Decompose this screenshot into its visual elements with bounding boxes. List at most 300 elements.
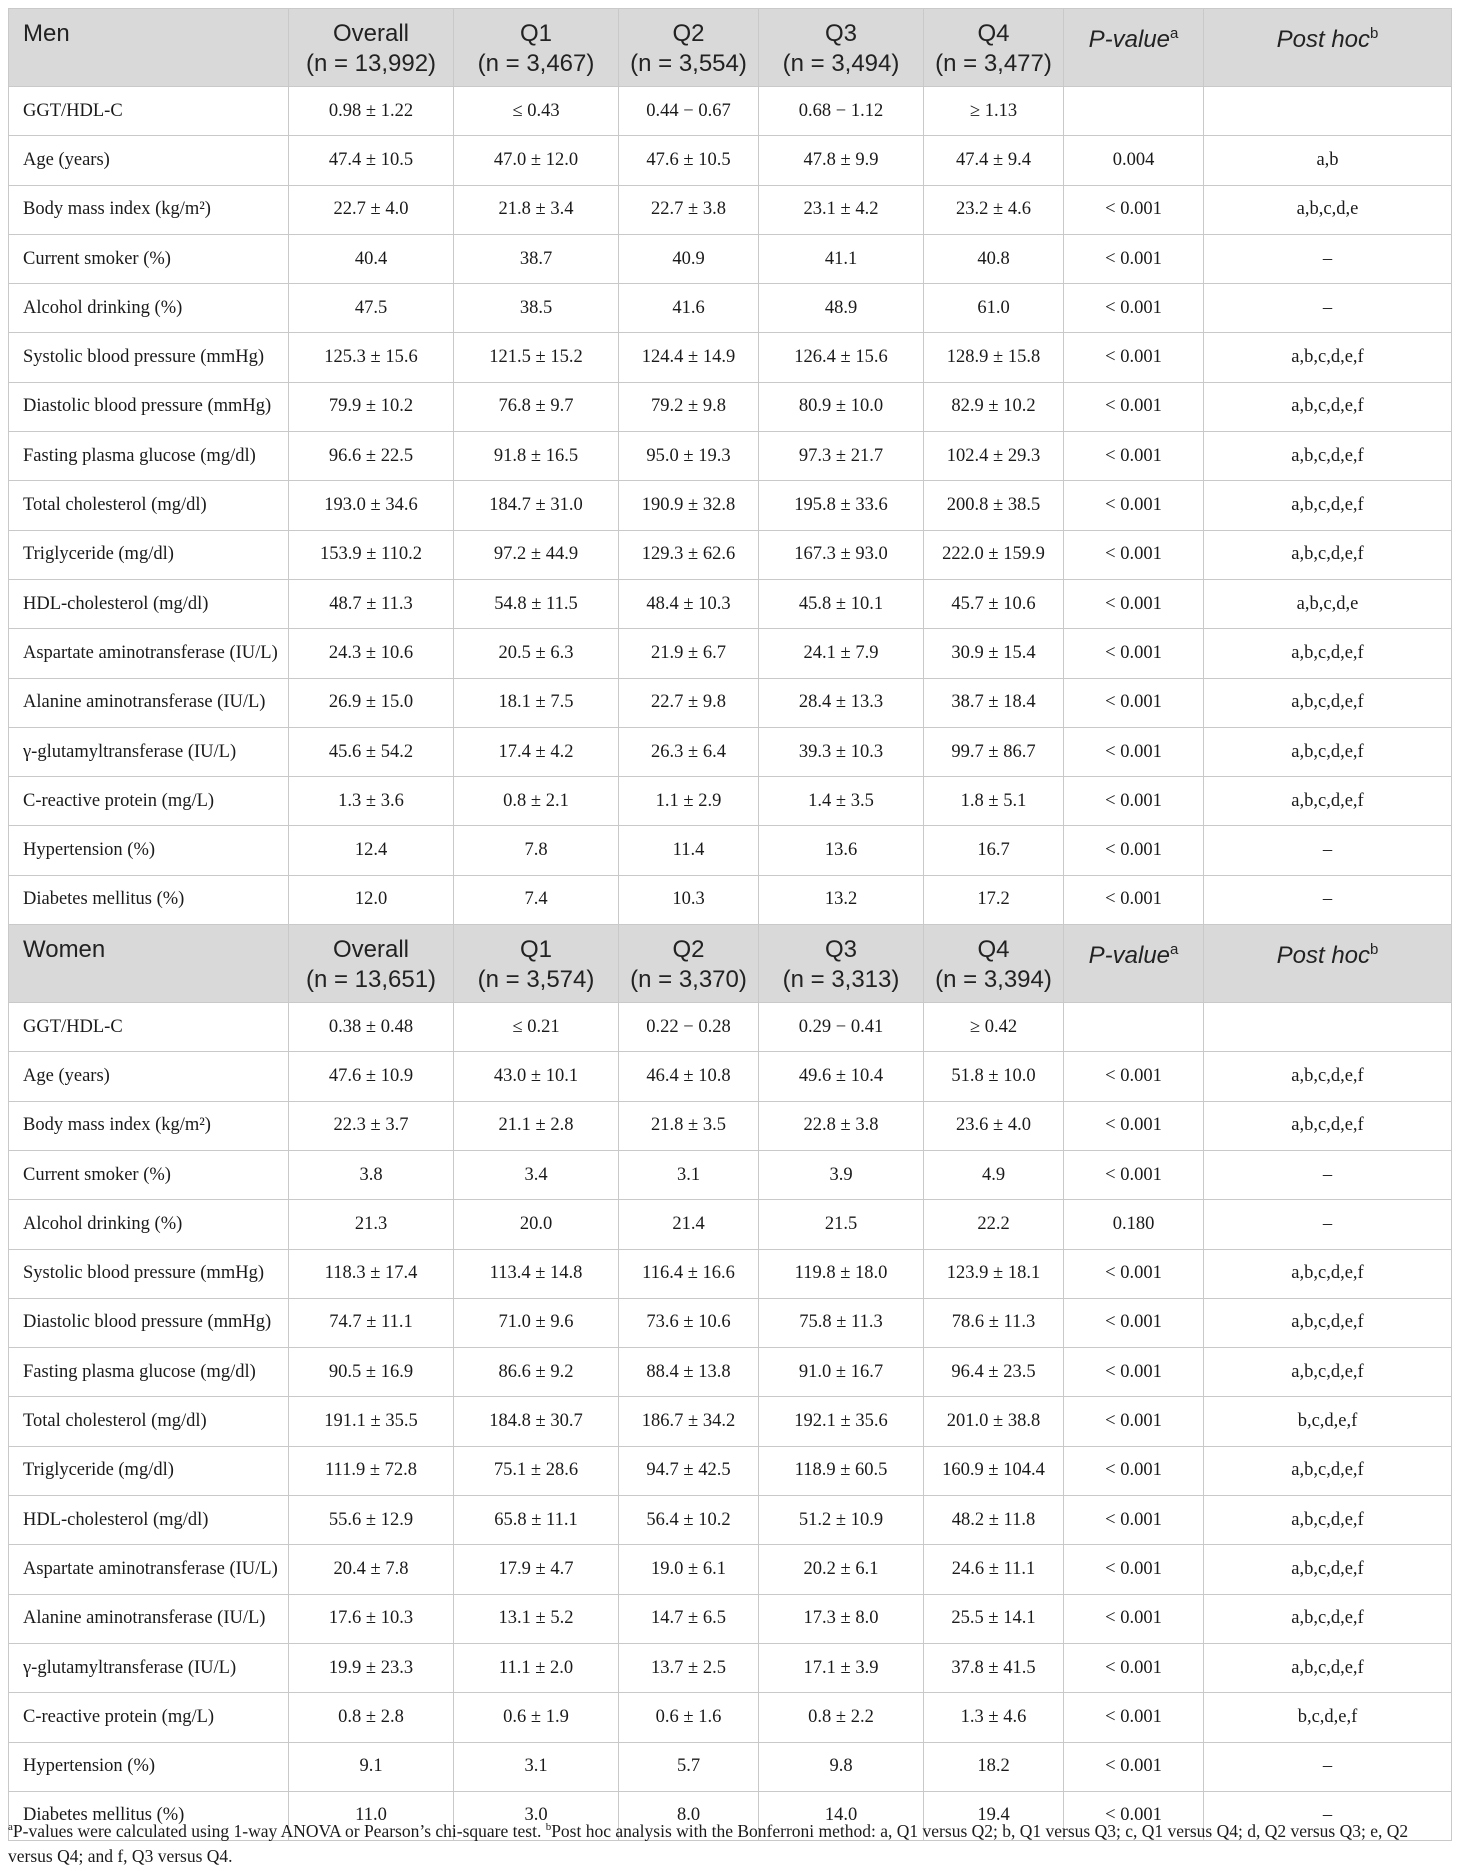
table-cell: 22.2 xyxy=(924,1200,1064,1249)
table-cell: 129.3 ± 62.6 xyxy=(619,530,759,579)
table-cell: a,b,c,d,e,f xyxy=(1204,333,1452,382)
table-cell: < 0.001 xyxy=(1064,1397,1204,1446)
row-label: Alanine aminotransferase (IU/L) xyxy=(9,1594,289,1643)
table-row xyxy=(9,629,1452,678)
table-cell: 23.1 ± 4.2 xyxy=(759,185,924,234)
table-cell xyxy=(1064,87,1204,136)
table-cell: 47.4 ± 9.4 xyxy=(924,136,1064,185)
table-cell: 94.7 ± 42.5 xyxy=(619,1446,759,1495)
table-cell: 45.8 ± 10.1 xyxy=(759,579,924,628)
row-label: Triglyceride (mg/dl) xyxy=(9,1446,289,1495)
table-cell: 0.004 xyxy=(1064,136,1204,185)
table-row xyxy=(9,481,1452,530)
row-label: Age (years) xyxy=(9,1052,289,1101)
table-cell: 13.1 ± 5.2 xyxy=(454,1594,619,1643)
footnote-b-text: Post hoc analysis with the Bonferroni method: a, Q1 versus Q2; b, Q1 versus Q3; c, Q1 versus Q4; d, Q2 versus Q3; e, Q2 versus Q4; and f, Q3 versus Q4. xyxy=(8,1820,1409,1866)
table-cell: 96.4 ± 23.5 xyxy=(924,1348,1064,1397)
table-cell: 17.3 ± 8.0 xyxy=(759,1594,924,1643)
table-cell: b,c,d,e,f xyxy=(1204,1693,1452,1742)
table-cell: – xyxy=(1204,1150,1452,1199)
table-row xyxy=(9,1348,1452,1397)
table-cell: 4.9 xyxy=(924,1150,1064,1199)
table-cell: 21.8 ± 3.4 xyxy=(454,185,619,234)
table-cell: 21.1 ± 2.8 xyxy=(454,1101,619,1150)
table-cell: b,c,d,e,f xyxy=(1204,1397,1452,1446)
table-row xyxy=(9,1101,1452,1150)
table-cell: 28.4 ± 13.3 xyxy=(759,678,924,727)
table-cell: 47.0 ± 12.0 xyxy=(454,136,619,185)
table-row xyxy=(9,1397,1452,1446)
table-cell: 116.4 ± 16.6 xyxy=(619,1249,759,1298)
table-cell: < 0.001 xyxy=(1064,1496,1204,1545)
table-cell: 113.4 ± 14.8 xyxy=(454,1249,619,1298)
table-cell: 82.9 ± 10.2 xyxy=(924,382,1064,431)
row-label: γ-glutamyltransferase (IU/L) xyxy=(9,1643,289,1692)
table-cell: 167.3 ± 93.0 xyxy=(759,530,924,579)
table-cell: 26.3 ± 6.4 xyxy=(619,727,759,776)
table-cell: 201.0 ± 38.8 xyxy=(924,1397,1064,1446)
table-row xyxy=(9,727,1452,776)
p-value-footnote-marker: a xyxy=(1170,25,1179,42)
table-cell: a,b xyxy=(1204,136,1452,185)
table-cell: 55.6 ± 12.9 xyxy=(289,1496,454,1545)
header-q3: Q3 (n = 3,313) xyxy=(759,925,924,1003)
header-p-value: P-value$^a$ xyxy=(1064,925,1204,1003)
table-cell: 86.6 ± 9.2 xyxy=(454,1348,619,1397)
table-cell: 8.0 xyxy=(619,1791,759,1840)
table-cell: < 0.001 xyxy=(1064,1446,1204,1495)
row-label: Aspartate aminotransferase (IU/L) xyxy=(9,1545,289,1594)
table-cell: < 0.001 xyxy=(1064,432,1204,481)
table-cell: 1.4 ± 3.5 xyxy=(759,777,924,826)
table-cell: 25.5 ± 14.1 xyxy=(924,1594,1064,1643)
table-cell: < 0.001 xyxy=(1064,579,1204,628)
table-cell: 17.9 ± 4.7 xyxy=(454,1545,619,1594)
table-cell: 17.6 ± 10.3 xyxy=(289,1594,454,1643)
table-cell: a,b,c,d,e,f xyxy=(1204,1545,1452,1594)
table-cell: 47.8 ± 9.9 xyxy=(759,136,924,185)
table-cell: 125.3 ± 15.6 xyxy=(289,333,454,382)
table-cell: 21.5 xyxy=(759,1200,924,1249)
table-cell: 23.6 ± 4.0 xyxy=(924,1101,1064,1150)
table-cell: < 0.001 xyxy=(1064,826,1204,875)
table-cell: a,b,c,d,e xyxy=(1204,579,1452,628)
table-cell: < 0.001 xyxy=(1064,1643,1204,1692)
table-cell: 51.2 ± 10.9 xyxy=(759,1496,924,1545)
table-cell: 184.8 ± 30.7 xyxy=(454,1397,619,1446)
table-cell: 22.8 ± 3.8 xyxy=(759,1101,924,1150)
header-post-hoc: Post hoc$^b$ xyxy=(1204,925,1452,1003)
table-row xyxy=(9,1643,1452,1692)
table-row xyxy=(9,1200,1452,1249)
table-row xyxy=(9,1003,1452,1052)
table-cell: 90.5 ± 16.9 xyxy=(289,1348,454,1397)
table-cell: 0.38 ± 0.48 xyxy=(289,1003,454,1052)
row-label: GGT/HDL-C xyxy=(9,87,289,136)
table-cell: a,b,c,d,e,f xyxy=(1204,1643,1452,1692)
table-cell: 43.0 ± 10.1 xyxy=(454,1052,619,1101)
row-label: Diastolic blood pressure (mmHg) xyxy=(9,382,289,431)
table-cell: 9.8 xyxy=(759,1742,924,1791)
table-cell xyxy=(1204,1003,1452,1052)
table-cell: a,b,c,d,e,f xyxy=(1204,530,1452,579)
table-cell: 22.7 ± 9.8 xyxy=(619,678,759,727)
row-label: HDL-cholesterol (mg/dl) xyxy=(9,1496,289,1545)
table-cell: 20.4 ± 7.8 xyxy=(289,1545,454,1594)
table-cell: 3.8 xyxy=(289,1150,454,1199)
table-cell: – xyxy=(1204,1200,1452,1249)
table-cell: < 0.001 xyxy=(1064,1693,1204,1742)
row-label: Hypertension (%) xyxy=(9,826,289,875)
table-cell: < 0.001 xyxy=(1064,629,1204,678)
table-cell: < 0.001 xyxy=(1064,284,1204,333)
row-label: C-reactive protein (mg/L) xyxy=(9,1693,289,1742)
table-row xyxy=(9,1545,1452,1594)
row-label: Total cholesterol (mg/dl) xyxy=(9,1397,289,1446)
table-cell: 20.2 ± 6.1 xyxy=(759,1545,924,1594)
table-cell xyxy=(1064,1003,1204,1052)
row-label: Fasting plasma glucose (mg/dl) xyxy=(9,432,289,481)
table-row xyxy=(9,1742,1452,1791)
table-cell: a,b,c,d,e xyxy=(1204,185,1452,234)
table-cell: 47.4 ± 10.5 xyxy=(289,136,454,185)
table-cell: 186.7 ± 34.2 xyxy=(619,1397,759,1446)
row-label: Aspartate aminotransferase (IU/L) xyxy=(9,629,289,678)
table-cell: < 0.001 xyxy=(1064,727,1204,776)
table-cell: 22.7 ± 3.8 xyxy=(619,185,759,234)
row-label: γ-glutamyltransferase (IU/L) xyxy=(9,727,289,776)
row-label: Current smoker (%) xyxy=(9,234,289,283)
table-cell: 222.0 ± 159.9 xyxy=(924,530,1064,579)
table-cell: 40.8 xyxy=(924,234,1064,283)
table-cell: 195.8 ± 33.6 xyxy=(759,481,924,530)
row-label: Diabetes mellitus (%) xyxy=(9,875,289,924)
table-cell: 48.4 ± 10.3 xyxy=(619,579,759,628)
table-row xyxy=(9,1446,1452,1495)
header-group-label: Men xyxy=(9,9,289,87)
table-container xyxy=(8,8,1451,1841)
table-row xyxy=(9,234,1452,283)
table-cell: 13.7 ± 2.5 xyxy=(619,1643,759,1692)
row-label: Body mass index (kg/m²) xyxy=(9,185,289,234)
row-label: Total cholesterol (mg/dl) xyxy=(9,481,289,530)
table-cell: 74.7 ± 11.1 xyxy=(289,1298,454,1347)
table-cell: 19.9 ± 23.3 xyxy=(289,1643,454,1692)
table-cell: 47.6 ± 10.9 xyxy=(289,1052,454,1101)
row-label: Body mass index (kg/m²) xyxy=(9,1101,289,1150)
table-cell: 0.8 ± 2.8 xyxy=(289,1693,454,1742)
table-cell: a,b,c,d,e,f xyxy=(1204,382,1452,431)
table-row xyxy=(9,87,1452,136)
table-cell: 0.180 xyxy=(1064,1200,1204,1249)
table-cell: 0.98 ± 1.22 xyxy=(289,87,454,136)
table-cell: a,b,c,d,e,f xyxy=(1204,1446,1452,1495)
row-label: Diastolic blood pressure (mmHg) xyxy=(9,1298,289,1347)
table-row xyxy=(9,875,1452,924)
table-cell: 123.9 ± 18.1 xyxy=(924,1249,1064,1298)
table-cell: < 0.001 xyxy=(1064,481,1204,530)
table-cell: 38.5 xyxy=(454,284,619,333)
table-cell: 160.9 ± 104.4 xyxy=(924,1446,1064,1495)
header-overall: Overall (n = 13,651) xyxy=(289,925,454,1003)
table-cell: 11.0 xyxy=(289,1791,454,1840)
table-cell: 10.3 xyxy=(619,875,759,924)
row-label: Triglyceride (mg/dl) xyxy=(9,530,289,579)
table-cell: 56.4 ± 10.2 xyxy=(619,1496,759,1545)
table-cell: 75.8 ± 11.3 xyxy=(759,1298,924,1347)
table-cell: 3.1 xyxy=(619,1150,759,1199)
table-cell: ≥ 1.13 xyxy=(924,87,1064,136)
table-cell: 99.7 ± 86.7 xyxy=(924,727,1064,776)
table-cell: 41.6 xyxy=(619,284,759,333)
table-cell: 38.7 xyxy=(454,234,619,283)
table-cell: < 0.001 xyxy=(1064,1298,1204,1347)
table-cell: 1.8 ± 5.1 xyxy=(924,777,1064,826)
table-cell: 48.2 ± 11.8 xyxy=(924,1496,1064,1545)
table-cell: – xyxy=(1204,1742,1452,1791)
table-cell: 14.0 xyxy=(759,1791,924,1840)
table-cell: 45.6 ± 54.2 xyxy=(289,727,454,776)
table-row xyxy=(9,136,1452,185)
section-header-row xyxy=(9,9,1452,87)
row-label: Systolic blood pressure (mmHg) xyxy=(9,1249,289,1298)
table-row xyxy=(9,185,1452,234)
table-cell: 5.7 xyxy=(619,1742,759,1791)
table-cell: 80.9 ± 10.0 xyxy=(759,382,924,431)
table-cell: 190.9 ± 32.8 xyxy=(619,481,759,530)
table-row xyxy=(9,333,1452,382)
post-hoc-footnote-marker: b xyxy=(1370,941,1379,959)
table-cell: 21.3 xyxy=(289,1200,454,1249)
table-cell: < 0.001 xyxy=(1064,1101,1204,1150)
table-cell: 17.1 ± 3.9 xyxy=(759,1643,924,1692)
footnote-a-marker: a xyxy=(8,1821,13,1833)
table-row xyxy=(9,579,1452,628)
table-cell: 3.1 xyxy=(454,1742,619,1791)
table-cell: – xyxy=(1204,875,1452,924)
table-cell: 39.3 ± 10.3 xyxy=(759,727,924,776)
table-cell: a,b,c,d,e,f xyxy=(1204,678,1452,727)
table-cell: 30.9 ± 15.4 xyxy=(924,629,1064,678)
table-cell: 45.7 ± 10.6 xyxy=(924,579,1064,628)
table-cell: a,b,c,d,e,f xyxy=(1204,1052,1452,1101)
table-row xyxy=(9,777,1452,826)
table-cell: 128.9 ± 15.8 xyxy=(924,333,1064,382)
footnote xyxy=(8,1815,1451,1869)
table-cell: 21.4 xyxy=(619,1200,759,1249)
table-cell: 0.22 − 0.28 xyxy=(619,1003,759,1052)
header-q2: Q2 (n = 3,554) xyxy=(619,9,759,87)
table-cell: 18.2 xyxy=(924,1742,1064,1791)
table-cell: ≤ 0.43 xyxy=(454,87,619,136)
table-cell: 26.9 ± 15.0 xyxy=(289,678,454,727)
table-cell: 24.1 ± 7.9 xyxy=(759,629,924,678)
table-cell: < 0.001 xyxy=(1064,875,1204,924)
table-cell: < 0.001 xyxy=(1064,1594,1204,1643)
table-cell: 48.7 ± 11.3 xyxy=(289,579,454,628)
table-cell: < 0.001 xyxy=(1064,1742,1204,1791)
table-cell: 11.1 ± 2.0 xyxy=(454,1643,619,1692)
table-cell: a,b,c,d,e,f xyxy=(1204,432,1452,481)
table-row xyxy=(9,382,1452,431)
table-cell: ≥ 0.42 xyxy=(924,1003,1064,1052)
table-cell: – xyxy=(1204,826,1452,875)
table-cell: 76.8 ± 9.7 xyxy=(454,382,619,431)
table-cell: 7.8 xyxy=(454,826,619,875)
characteristics-table xyxy=(8,8,1452,1841)
header-p-value: P-value$^a$ xyxy=(1064,9,1204,87)
table-cell: 78.6 ± 11.3 xyxy=(924,1298,1064,1347)
table-cell: 38.7 ± 18.4 xyxy=(924,678,1064,727)
table-cell: 48.9 xyxy=(759,284,924,333)
table-cell: 13.2 xyxy=(759,875,924,924)
table-cell: 1.3 ± 3.6 xyxy=(289,777,454,826)
table-cell: 46.4 ± 10.8 xyxy=(619,1052,759,1101)
table-cell: 126.4 ± 15.6 xyxy=(759,333,924,382)
table-cell: 3.0 xyxy=(454,1791,619,1840)
table-cell: 1.1 ± 2.9 xyxy=(619,777,759,826)
table-cell: 91.8 ± 16.5 xyxy=(454,432,619,481)
table-row xyxy=(9,1693,1452,1742)
row-label: Fasting plasma glucose (mg/dl) xyxy=(9,1348,289,1397)
row-label: Alanine aminotransferase (IU/L) xyxy=(9,678,289,727)
table-cell: 21.8 ± 3.5 xyxy=(619,1101,759,1150)
table-cell: 3.4 xyxy=(454,1150,619,1199)
row-label: Systolic blood pressure (mmHg) xyxy=(9,333,289,382)
table-cell: – xyxy=(1204,1791,1452,1840)
table-cell: 41.1 xyxy=(759,234,924,283)
table-cell: 22.3 ± 3.7 xyxy=(289,1101,454,1150)
table-cell: 9.1 xyxy=(289,1742,454,1791)
table-cell: 11.4 xyxy=(619,826,759,875)
table-cell: 61.0 xyxy=(924,284,1064,333)
table-row xyxy=(9,1150,1452,1199)
table-cell: 118.3 ± 17.4 xyxy=(289,1249,454,1298)
table-cell: 124.4 ± 14.9 xyxy=(619,333,759,382)
table-cell: 20.5 ± 6.3 xyxy=(454,629,619,678)
table-cell: 73.6 ± 10.6 xyxy=(619,1298,759,1347)
table-row xyxy=(9,284,1452,333)
table-cell: ≤ 0.21 xyxy=(454,1003,619,1052)
table-cell: a,b,c,d,e,f xyxy=(1204,481,1452,530)
table-cell: 19.4 xyxy=(924,1791,1064,1840)
table-cell: 47.5 xyxy=(289,284,454,333)
row-label: Alcohol drinking (%) xyxy=(9,284,289,333)
header-overall: Overall (n = 13,992) xyxy=(289,9,454,87)
table-cell: 0.29 − 0.41 xyxy=(759,1003,924,1052)
table-cell: – xyxy=(1204,234,1452,283)
table-cell: < 0.001 xyxy=(1064,1052,1204,1101)
table-row xyxy=(9,1249,1452,1298)
table-cell: < 0.001 xyxy=(1064,1150,1204,1199)
table-cell: 1.3 ± 4.6 xyxy=(924,1693,1064,1742)
table-row xyxy=(9,1052,1452,1101)
table-cell: 200.8 ± 38.5 xyxy=(924,481,1064,530)
table-row xyxy=(9,678,1452,727)
table-cell: 184.7 ± 31.0 xyxy=(454,481,619,530)
table-cell: 37.8 ± 41.5 xyxy=(924,1643,1064,1692)
table-cell: 19.0 ± 6.1 xyxy=(619,1545,759,1594)
post-hoc-footnote-marker: b xyxy=(1370,25,1379,42)
table-cell: a,b,c,d,e,f xyxy=(1204,1594,1452,1643)
table-cell: 75.1 ± 28.6 xyxy=(454,1446,619,1495)
table-cell: 47.6 ± 10.5 xyxy=(619,136,759,185)
table-cell: 13.6 xyxy=(759,826,924,875)
table-cell: 79.9 ± 10.2 xyxy=(289,382,454,431)
table-cell: 193.0 ± 34.6 xyxy=(289,481,454,530)
table-cell xyxy=(1204,87,1452,136)
table-cell: < 0.001 xyxy=(1064,185,1204,234)
table-cell: 49.6 ± 10.4 xyxy=(759,1052,924,1101)
table-cell: 51.8 ± 10.0 xyxy=(924,1052,1064,1101)
table-cell: 121.5 ± 15.2 xyxy=(454,333,619,382)
table-cell: 54.8 ± 11.5 xyxy=(454,579,619,628)
table-cell: 96.6 ± 22.5 xyxy=(289,432,454,481)
table-cell: a,b,c,d,e,f xyxy=(1204,1249,1452,1298)
footnote-b-marker: b xyxy=(545,1821,552,1833)
row-label: Diabetes mellitus (%) xyxy=(9,1791,289,1840)
table-cell: 192.1 ± 35.6 xyxy=(759,1397,924,1446)
table-cell: 0.8 ± 2.1 xyxy=(454,777,619,826)
header-q4: Q4 (n = 3,477) xyxy=(924,9,1064,87)
table-cell: 97.2 ± 44.9 xyxy=(454,530,619,579)
header-q2: Q2 (n = 3,370) xyxy=(619,925,759,1003)
table-cell: 153.9 ± 110.2 xyxy=(289,530,454,579)
table-cell: 3.9 xyxy=(759,1150,924,1199)
table-cell: 65.8 ± 11.1 xyxy=(454,1496,619,1545)
table-cell: a,b,c,d,e,f xyxy=(1204,1101,1452,1150)
table-cell: < 0.001 xyxy=(1064,1249,1204,1298)
table-cell: 0.68 − 1.12 xyxy=(759,87,924,136)
table-cell: – xyxy=(1204,284,1452,333)
table-cell: 16.7 xyxy=(924,826,1064,875)
table-cell: 0.8 ± 2.2 xyxy=(759,1693,924,1742)
table-cell: < 0.001 xyxy=(1064,333,1204,382)
table-cell: < 0.001 xyxy=(1064,777,1204,826)
table-cell: < 0.001 xyxy=(1064,1791,1204,1840)
table-row xyxy=(9,1298,1452,1347)
table-cell: a,b,c,d,e,f xyxy=(1204,777,1452,826)
table-row xyxy=(9,826,1452,875)
table-cell: < 0.001 xyxy=(1064,234,1204,283)
header-q3: Q3 (n = 3,494) xyxy=(759,9,924,87)
table-row xyxy=(9,432,1452,481)
table-row xyxy=(9,1496,1452,1545)
table-cell: 0.6 ± 1.6 xyxy=(619,1693,759,1742)
table-cell: 22.7 ± 4.0 xyxy=(289,185,454,234)
table-cell: a,b,c,d,e,f xyxy=(1204,1298,1452,1347)
table-cell: < 0.001 xyxy=(1064,530,1204,579)
table-cell: 23.2 ± 4.6 xyxy=(924,185,1064,234)
table-cell: 21.9 ± 6.7 xyxy=(619,629,759,678)
table-cell: 102.4 ± 29.3 xyxy=(924,432,1064,481)
table-cell: 14.7 ± 6.5 xyxy=(619,1594,759,1643)
table-cell: 0.6 ± 1.9 xyxy=(454,1693,619,1742)
header-q1: Q1 (n = 3,467) xyxy=(454,9,619,87)
section-header-row xyxy=(9,925,1452,1003)
table-cell: 20.0 xyxy=(454,1200,619,1249)
table-cell: 0.44 − 0.67 xyxy=(619,87,759,136)
table-cell: 119.8 ± 18.0 xyxy=(759,1249,924,1298)
table-cell: < 0.001 xyxy=(1064,678,1204,727)
table-row xyxy=(9,530,1452,579)
row-label: GGT/HDL-C xyxy=(9,1003,289,1052)
table-cell: 95.0 ± 19.3 xyxy=(619,432,759,481)
table-cell: 18.1 ± 7.5 xyxy=(454,678,619,727)
table-cell: < 0.001 xyxy=(1064,382,1204,431)
table-cell: 7.4 xyxy=(454,875,619,924)
table-cell: a,b,c,d,e,f xyxy=(1204,727,1452,776)
